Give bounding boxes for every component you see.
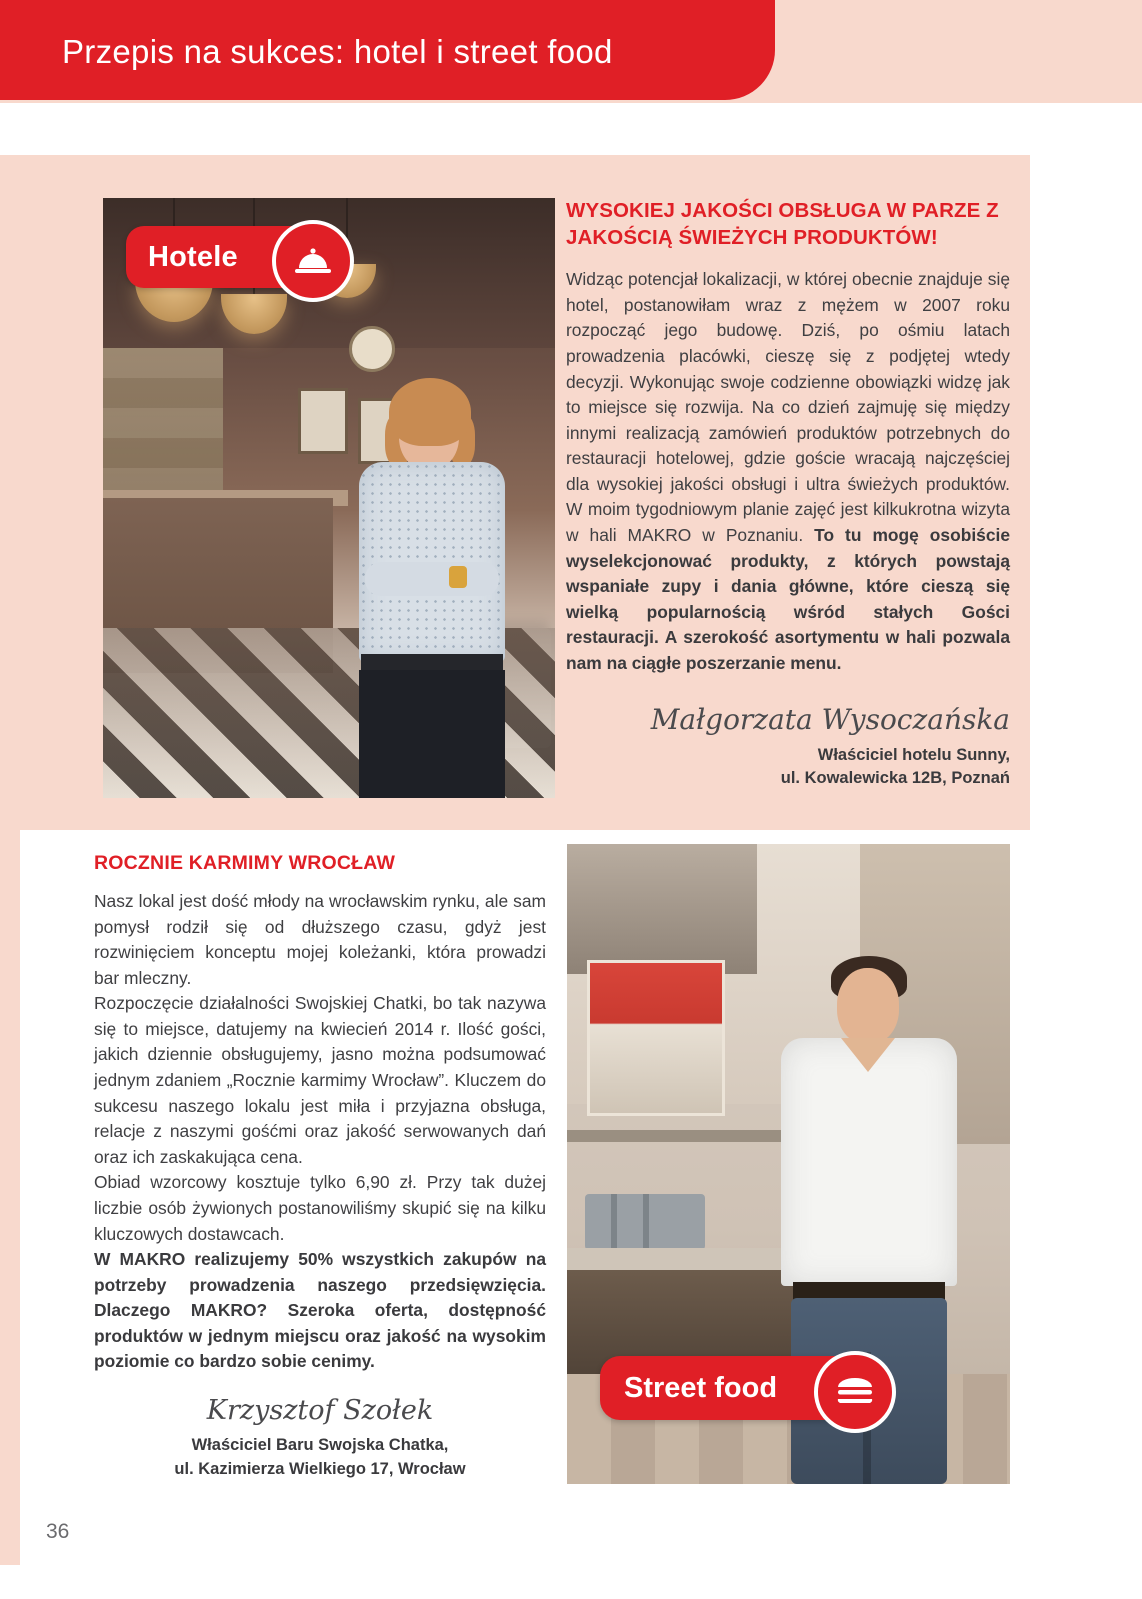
- page-title: Przepis na sukces: hotel i street food: [62, 33, 613, 70]
- badge-street-food-label: Street food: [624, 1371, 778, 1404]
- street-heading: ROCZNIE KARMIMY WROCŁAW: [94, 852, 396, 874]
- page-header: [0, 0, 1142, 115]
- hotel-role-line1: Właściciel hotelu Sunny,: [817, 745, 1010, 764]
- hotel-owner-figure: [331, 366, 537, 798]
- hotel-signature: Małgorzata Wysoczańska: [650, 702, 1010, 736]
- hotel-body-part1: Widząc potencjał lokalizacji, w której obecnie znajduje się hotel, postanowiłam wraz z mężem w 2007 roku rozpocząć jego budowę. Dziś, po ośmiu latach prowadzenia placówki, cieszę się z podjętej wtedy decyzji. Wykonując swoje codzienne obowiązki widzę jak to miejsce się rozwija. Na co dzień zajmuję się między innymi realizacją zamówień produktów potrzebnych do restauracji hotelowej, gdzie goście wracają najczęściej dla wysokiej jakości obsługi i ultra świeżych produktów. W moim tygodniowym planie zajęć jest kilkukrotna wizyta w hali MAKRO w Poznaniu.: [566, 269, 1010, 546]
- street-signature: Krzysztof Szołek: [206, 1394, 434, 1426]
- hotel-body-part2: To tu mogę osobiście wyselekcjonować produkty, z których powstają wspaniałe zupy i dania główne, które cieszą się wielką popularnością wśród stałych Gości restauracji. A szerokość asortymentu w hali pozwala nam na ciągłe poszerzanie menu.: [566, 525, 1011, 673]
- street-paragraph-1: Nasz lokal jest dość młody na wrocławskim rynku, ale sam pomysł rodził się od dłuższego czasu, gdyż jest rozwinięciem konceptu mojej koleżanki, która prowadzi bar mleczny.: [94, 891, 546, 988]
- burger-icon: [814, 1351, 896, 1433]
- food-cloche-icon: [272, 220, 354, 302]
- hotel-body-paragraph: [566, 267, 1010, 676]
- street-signature-role: [94, 1434, 546, 1482]
- street-role-line1: Właściciel Baru Swojska Chatka,: [191, 1435, 449, 1454]
- street-paragraph-bold: [94, 1247, 546, 1375]
- hotel-heading: WYSOKIEJ JAKOŚCI OBSŁUGA W PARZE Z JAKOŚCIĄ ŚWIEŻYCH PRODUKTÓW!: [566, 199, 999, 249]
- street-paragraph-3: Obiad wzorcowy kosztuje tylko 6,90 zł. Przy tak dużej liczbie osób żywionych postanowiliśmy skupić się na kilku kluczowych dostawcach.: [94, 1172, 546, 1244]
- hotel-text-column: [566, 198, 1010, 790]
- street-role-line2: ul. Kazimierza Wielkiego 17, Wrocław: [174, 1459, 466, 1478]
- hotel-role-line2: ul. Kowalewicka 12B, Poznań: [780, 768, 1010, 787]
- badge-hotele: [126, 226, 336, 288]
- street-paragraph-bold-text: W MAKRO realizujemy 50% wszystkich zakupów na potrzeby prowadzenia naszego przedsięwzięcia. Dlaczego MAKRO? Szeroka oferta, dostępność produktów w jednym miejscu oraz jakość na wysokim poziomie co bardzo sobie cenimy.: [94, 1249, 546, 1372]
- left-edge-tint: [0, 155, 20, 1565]
- street-paragraph-2: Rozpoczęcie działalności Swojskiej Chatki, bo tak nazywa się to miejsce, datujemy na kwiecień 2014 r. Ilość gości, jakich dziennie obsługujemy, jasno można podsumować jednym zdaniem „Rocznie karmimy Wrocław”. Kluczem do sukcesu naszego lokalu jest miła i przyjazna obsługa, relacje z naszymi gośćmi oraz jakość serwowanych dań oraz ich zaskakująca cena.: [94, 993, 546, 1167]
- badge-hotele-label: Hotele: [148, 240, 238, 273]
- header-background-tint-round: [712, 0, 1142, 103]
- badge-street-food: [600, 1356, 876, 1420]
- street-text-column: [94, 852, 546, 1482]
- page-number: 36: [46, 1520, 70, 1543]
- hotel-signature-role: [566, 744, 1010, 790]
